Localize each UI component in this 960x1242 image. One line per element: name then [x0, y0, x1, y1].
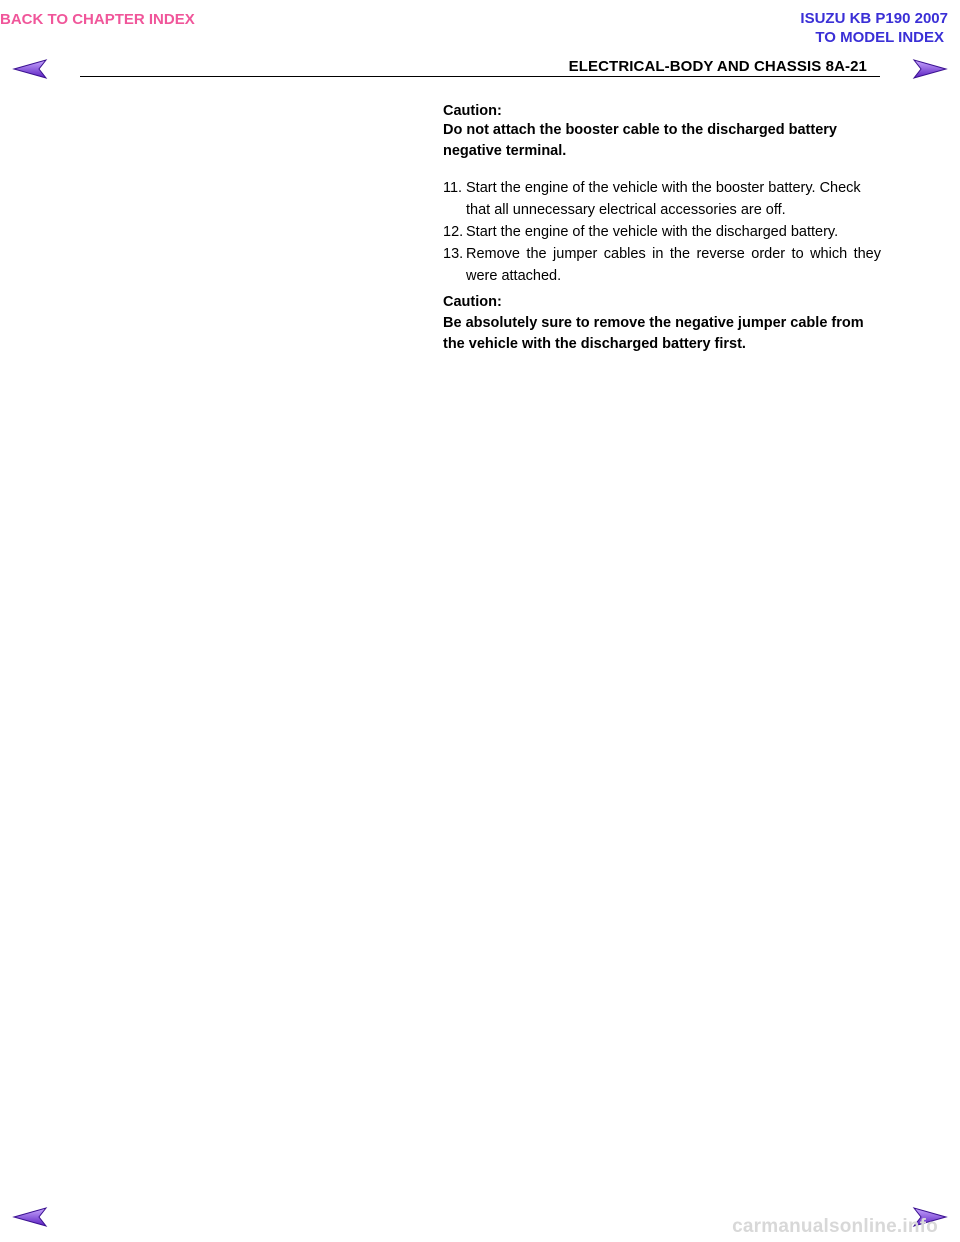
step-item [443, 221, 881, 243]
section-title: ELECTRICAL-BODY AND CHASSIS 8A-21 [568, 58, 867, 75]
step-item [443, 243, 881, 287]
caution-text: Be absolutely sure to remove the negative jumper cable from the vehicle with the discharged battery first. [443, 315, 864, 352]
step-item [443, 177, 881, 221]
header-rule [80, 76, 880, 77]
back-to-chapter-index-link[interactable]: BACK TO CHAPTER INDEX [0, 11, 195, 28]
step-number: 11. [443, 180, 463, 196]
watermark: carmanualsonline.info [732, 1216, 938, 1237]
next-page-arrow-icon[interactable] [912, 58, 948, 80]
step-text: Start the engine of the vehicle with the booster battery. Check that all unnecessary electrical accessories are off. [466, 180, 861, 218]
previous-page-arrow-icon[interactable] [12, 1206, 48, 1228]
caution-text: Do not attach the booster cable to the discharged battery negative terminal. [443, 122, 837, 159]
step-text: Remove the jumper cables in the reverse order to which they were attached. [466, 246, 881, 284]
model-title: ISUZU KB P190 2007 [800, 10, 948, 27]
step-text: Start the engine of the vehicle with the discharged battery. [466, 224, 839, 240]
to-model-index-link[interactable]: TO MODEL INDEX [815, 29, 944, 46]
caution-label: Caution: [443, 294, 502, 310]
step-number: 12. [443, 224, 464, 240]
previous-page-arrow-icon[interactable] [12, 58, 48, 80]
step-number: 13. [443, 246, 464, 262]
caution-label: Caution: [443, 103, 502, 119]
